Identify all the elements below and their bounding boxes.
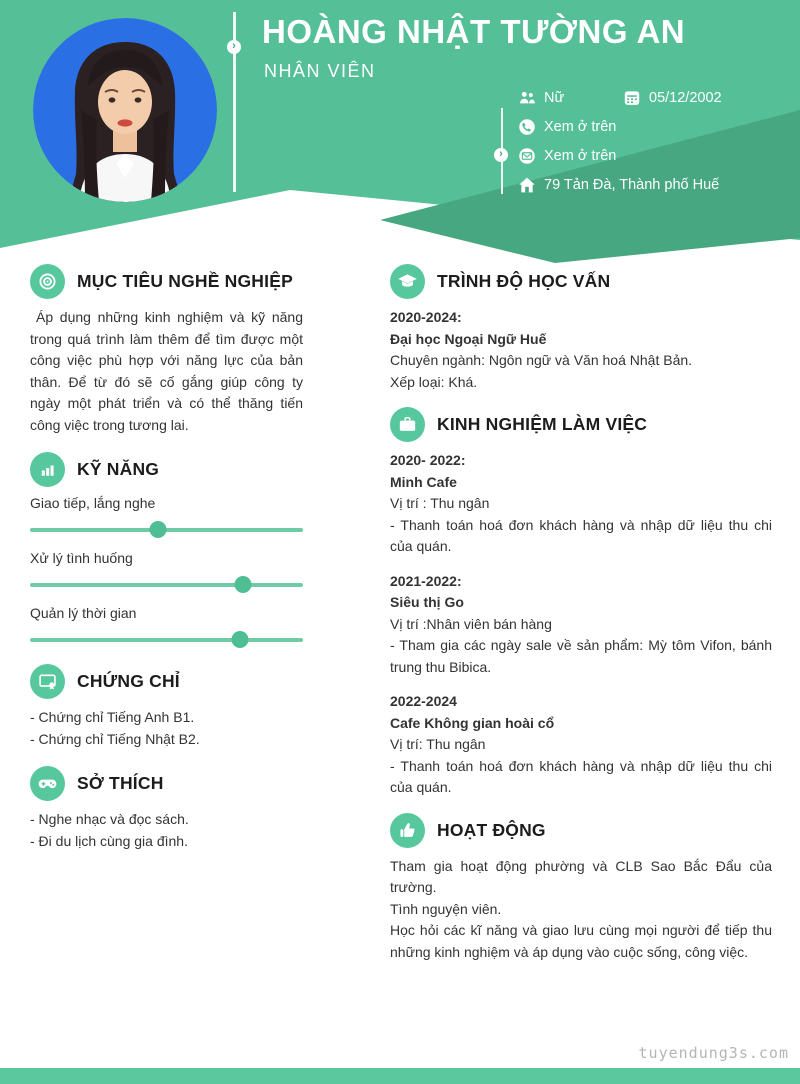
experience-entry: [390, 691, 772, 799]
section-title: TRÌNH ĐỘ HỌC VẤN: [437, 271, 611, 291]
email-icon: [518, 147, 536, 165]
experience-entry: [390, 571, 772, 679]
entry-detail: - Thanh toán hoá đơn khách hàng và nhập dữ liệu thu chi của quán.: [390, 516, 772, 554]
objective-text: Áp dụng những kinh nghiệm và kỹ năng trong quá trình làm thêm để tìm được một công việc phù hợp với năng lực của bản thân. Để từ đó sẽ cố gắng giúp công ty ngày một phát triển và có thể thăng tiến công việc trong tương lai.: [30, 309, 303, 433]
phone-icon: [518, 118, 536, 136]
entry-period: 2022-2024: [390, 693, 457, 709]
entry-period: 2020-2024:: [390, 309, 462, 325]
section-title: KINH NGHIỆM LÀM VIỆC: [437, 414, 648, 434]
activity-line: Học hỏi các kĩ năng và giao lưu cùng mọi người để tiếp thu những kinh nghiệm và áp dụng vào cuộc sống, công việc.: [390, 922, 772, 960]
name-heading: HOÀNG NHẬT TƯỜNG AN: [262, 13, 686, 50]
entry-detail: - Tham gia các ngày sale về sản phẩm: Mỳ tôm Vifon, bánh trung thu Bibica.: [390, 637, 772, 675]
gender-field: Nữ: [518, 89, 623, 107]
entry-detail: Xếp loại: Khá.: [390, 373, 478, 390]
gender-icon: [518, 89, 536, 107]
section-title: KỸ NĂNG: [77, 459, 160, 479]
experience-entry: [390, 450, 772, 558]
entry-org: Siêu thị Go: [390, 594, 464, 610]
chevron-right-icon: ›: [227, 40, 241, 54]
section-title: SỞ THÍCH: [77, 773, 164, 793]
graduation-cap-icon: [390, 264, 425, 299]
entry-org: Cafe Không gian hoài cổ: [390, 714, 555, 731]
section-hobbies-header: [30, 766, 303, 801]
skill-item: [30, 495, 303, 538]
entry-detail: - Thanh toán hoá đơn khách hàng và nhập dữ liệu thu chi của quán.: [390, 757, 772, 795]
section-title: HOẠT ĐỘNG: [437, 819, 546, 840]
activity-line: Tình nguyện viên.: [390, 900, 502, 917]
skill-item: [30, 605, 303, 648]
certificate-item: - Chứng chỉ Tiếng Nhật B2.: [30, 730, 200, 747]
entry-org: Minh Cafe: [390, 473, 457, 490]
phone-field: Xem ở trên: [518, 118, 616, 136]
skill-label: Giao tiếp, lắng nghe: [30, 495, 156, 511]
slider-knob[interactable]: [150, 521, 167, 538]
skill-slider[interactable]: [30, 521, 303, 538]
job-title: NHÂN VIÊN: [264, 61, 376, 81]
contact-info: [518, 88, 786, 204]
briefcase-icon: [390, 407, 425, 442]
header-divider-line: [233, 12, 236, 192]
target-icon: [30, 264, 65, 299]
entry-detail: Chuyên ngành: Ngôn ngữ và Văn hoá Nhật Bản.: [390, 352, 693, 368]
section-title: CHỨNG CHỈ: [77, 671, 180, 691]
section-activities-header: [390, 813, 772, 848]
skill-label: Xử lý tình huống: [30, 550, 133, 566]
entry-detail: Vị trí: Thu ngân: [390, 736, 486, 752]
gamepad-icon: [30, 766, 65, 801]
email-field: Xem ở trên: [518, 147, 616, 165]
entry-detail: Vị trí : Thu ngân: [390, 495, 490, 511]
skill-slider[interactable]: [30, 631, 303, 648]
skill-slider[interactable]: [30, 576, 303, 593]
activity-line: Tham gia hoạt động phường và CLB Sao Bắc Đẩu của trường.: [390, 857, 772, 895]
bar-chart-icon: [30, 452, 65, 487]
thumbs-up-icon: [390, 813, 425, 848]
certificate-icon: [30, 664, 65, 699]
hobby-item: - Đi du lịch cùng gia đình.: [30, 832, 188, 849]
entry-org: Đại học Ngoại Ngữ Huế: [390, 330, 547, 347]
entry-period: 2020- 2022:: [390, 452, 466, 468]
entry-detail: Vị trí :Nhân viên bán hàng: [390, 615, 552, 632]
left-column: [30, 264, 303, 852]
home-icon: [518, 176, 536, 194]
slider-knob[interactable]: [232, 631, 249, 648]
section-objective-header: [30, 264, 303, 299]
certificate-item: - Chứng chỉ Tiếng Anh B1.: [30, 709, 195, 725]
avatar: [33, 18, 217, 202]
section-title: MỤC TIÊU NGHỀ NGHIỆP: [77, 271, 293, 291]
section-skills-header: [30, 452, 303, 487]
address-field: 79 Tản Đà, Thành phố Huế: [518, 176, 719, 194]
section-education-header: [390, 264, 772, 299]
chevron-right-icon: ›: [494, 148, 508, 162]
calendar-icon: [623, 89, 641, 107]
dob-field: 05/12/2002: [623, 89, 722, 107]
hobby-item: - Nghe nhạc và đọc sách.: [30, 811, 189, 827]
education-entry: [390, 307, 772, 393]
skill-label: Quản lý thời gian: [30, 605, 137, 621]
profile-photo: [33, 18, 217, 202]
skill-item: [30, 550, 303, 593]
slider-knob[interactable]: [234, 576, 251, 593]
entry-period: 2021-2022:: [390, 572, 462, 589]
right-column: [390, 264, 772, 963]
section-experience-header: [390, 407, 772, 442]
footer-bar: [0, 1068, 800, 1084]
watermark-link[interactable]: tuyendung3s.com: [638, 1044, 789, 1062]
section-certificates-header: [30, 664, 303, 699]
